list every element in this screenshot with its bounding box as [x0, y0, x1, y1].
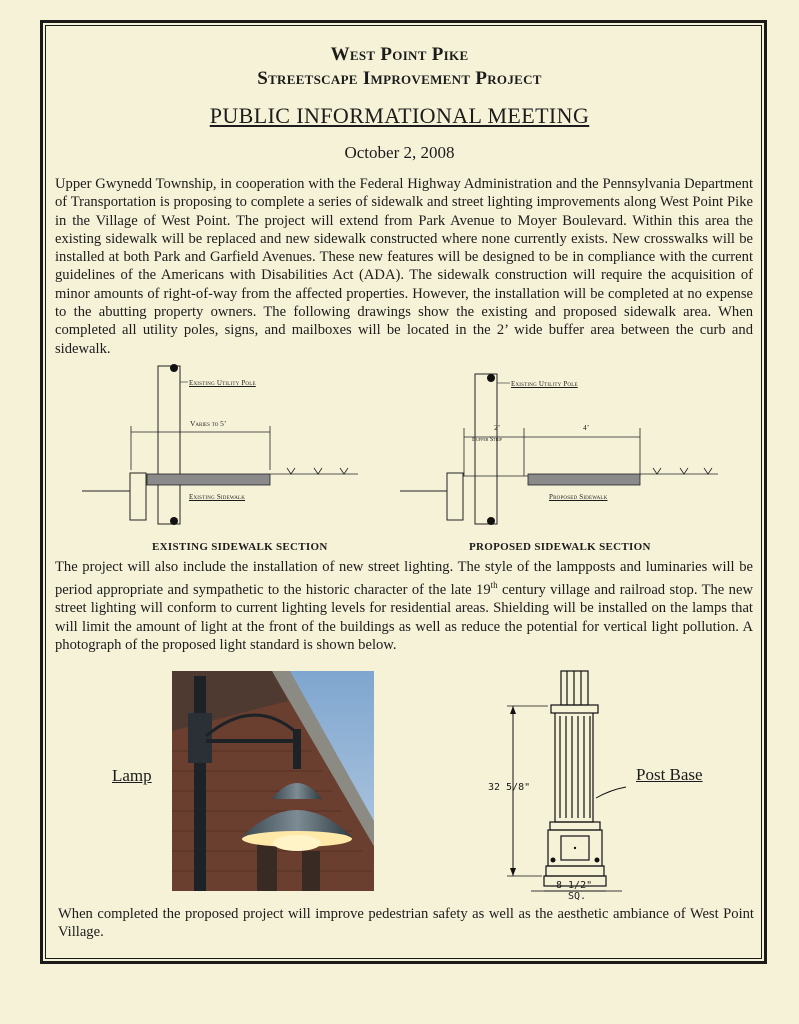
lighting-paragraph: The project will also include the installation of new street lighting. The style of the lampposts and luminaries will be period appropriate and sympathetic to the historic character of the late 19th century village and railroad stop. The new street lighting will conform to current lighting levels for residential areas. Shielding will be installed on the lamps that will limit the amount of light at the front of the buildings as well as reduce the potential for vertical light pollution. A photograph of the proposed light standard is shown below. [55, 559, 753, 654]
existing-pole-label: Existing Utility Pole [189, 379, 256, 387]
closing-paragraph: When completed the proposed project will improve pedestrian safety as well as the aesthetic ambiance of West Point Village. [58, 906, 754, 941]
buffer-dimension: 2’ [494, 423, 501, 432]
proposed-sidewalk-label: Proposed Sidewalk [549, 493, 608, 501]
intro-paragraph: Upper Gwynedd Township, in cooperation with the Federal Highway Administration and the Pennsylvania Department of Transportation is proposing to complete a series of sidewalk and street lighting improvements along West Point Pike in the Village of West Point. The project will extend from Park Avenue to Moyer Boulevard. Within this area the existing sidewalk will be replaced and new sidewalk constructed where none currently exists. New crosswalks will be installed at both Park and Garfield Avenues. These new features will be designed to be in compliance with the current guidelines of the Americans with Disabilities Act (ADA). The sidewalk construction will require the acquisition of minor amounts of right-of-way from the affected properties. However, the installation will be completed at no expense to the abutting property owners. The following drawings show the existing and proposed sidewalk area. When completed all utility poles, signs, and mailboxes will be located in the 2’ wide buffer area between the curb and sidewalk. [55, 176, 753, 357]
buffer-strip-label: Buffer Strip [472, 437, 502, 443]
proposed-pole-label: Existing Utility Pole [511, 380, 578, 388]
lamp-label: Lamp [112, 766, 152, 785]
existing-width-label: Varies to 5’ [190, 419, 227, 428]
proposed-section-caption: PROPOSED SIDEWALK SECTION [469, 541, 651, 553]
post-width-square: SQ. [568, 891, 587, 902]
post-height-dimension: 32 5/8" [488, 782, 531, 793]
post-width-dimension: 8 1/2" [556, 880, 593, 891]
existing-section-caption: EXISTING SIDEWALK SECTION [152, 541, 328, 553]
title-line-1: West Point Pike [330, 44, 469, 65]
existing-sidewalk-label: Existing Sidewalk [189, 493, 246, 501]
meeting-heading: PUBLIC INFORMATIONAL MEETING [209, 103, 590, 128]
title-line-2: Streetscape Improvement Project [257, 68, 542, 89]
sidewalk-dimension: 4’ [583, 423, 590, 432]
post-base-label: Post Base [636, 765, 703, 784]
meeting-date: October 2, 2008 [344, 143, 455, 162]
